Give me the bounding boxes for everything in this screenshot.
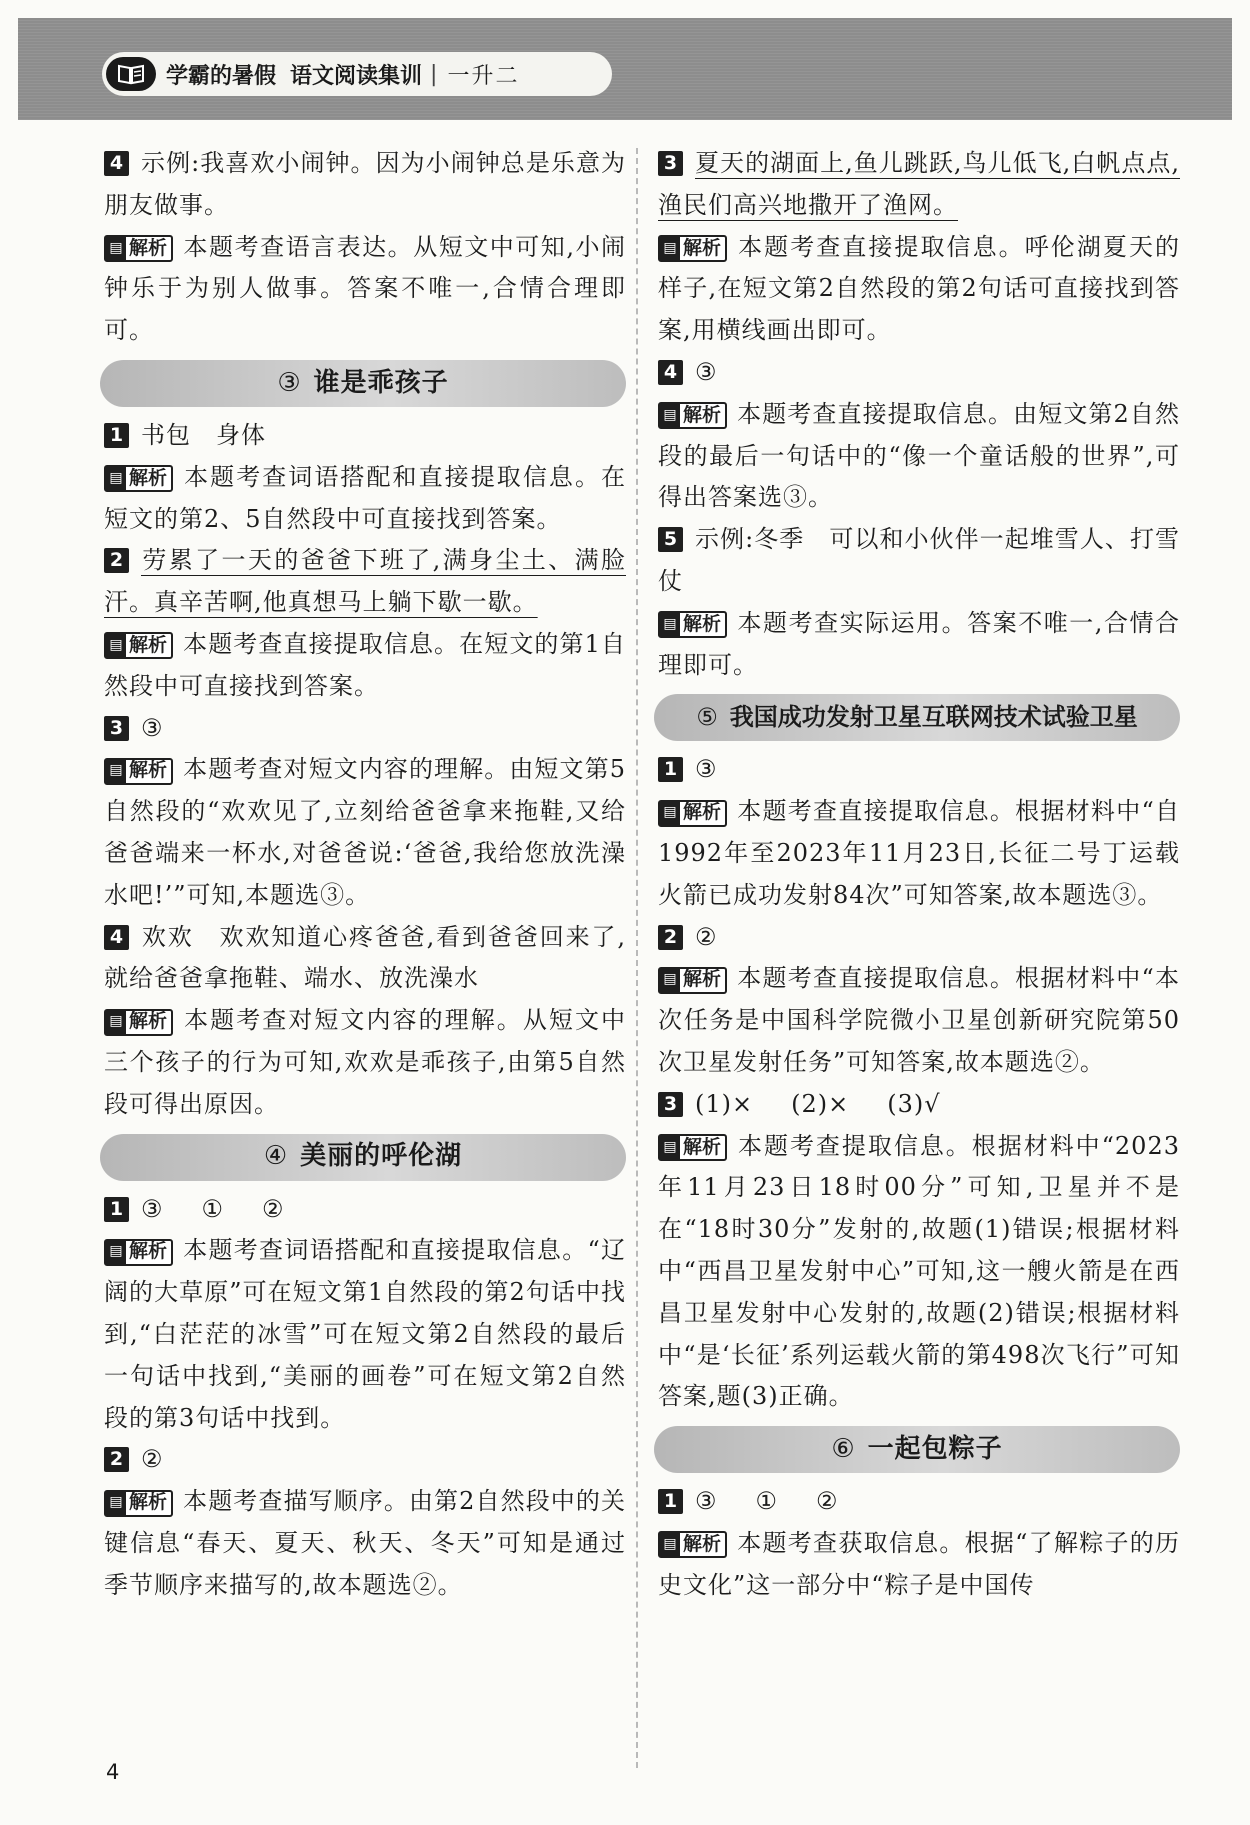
analysis-text: 本题考查对短文内容的理解。由短文第5自然段的“欢欢见了,立刻给爸爸拿来拖鞋,又给爸爸端来一杯水,对爸爸说:‘爸爸,我给您放洗澡水吧!’”可知,本题选③。 bbox=[104, 755, 626, 909]
question-number: 1 bbox=[104, 1197, 129, 1222]
analysis-tag bbox=[658, 800, 727, 827]
analysis-item bbox=[104, 1230, 626, 1439]
analysis-tag-label: 解析 bbox=[683, 801, 722, 824]
section-banner bbox=[100, 360, 626, 407]
note-icon: ▤ bbox=[106, 760, 126, 783]
analysis-tag bbox=[658, 611, 727, 638]
section-title: 谁是乖孩子 bbox=[313, 367, 449, 398]
grade-label: 一升二 bbox=[447, 63, 520, 89]
answer-text: ② bbox=[695, 922, 718, 951]
analysis-text: 本题考查描写顺序。由第2自然段中的关键信息“春天、夏天、秋天、冬天”可知是通过季节顺序来描写的,故本题选②。 bbox=[104, 1487, 626, 1599]
analysis-tag bbox=[104, 758, 173, 785]
book-icon bbox=[106, 57, 156, 91]
section-banner bbox=[100, 1134, 626, 1181]
answer-text: 欢欢 欢欢知道心疼爸爸,看到爸爸回来了,就给爸爸拿拖鞋、端水、放洗澡水 bbox=[104, 922, 626, 993]
note-icon: ▤ bbox=[660, 237, 680, 260]
analysis-tag-label: 解析 bbox=[683, 1532, 722, 1555]
analysis-item bbox=[658, 227, 1180, 352]
note-icon: ▤ bbox=[106, 237, 126, 260]
analysis-text: 本题考查直接提取信息。由短文第2自然段的最后一句话中的“像一个童话般的世界”,可得出答案选③。 bbox=[658, 399, 1180, 512]
underlined-answer: 劳累了一天的爸爸下班了,满身尘土、满脸汗。真辛苦啊,他真想马上躺下歇一歇。 bbox=[104, 546, 626, 617]
note-icon: ▤ bbox=[660, 1533, 680, 1556]
section-number: ④ bbox=[263, 1141, 289, 1172]
question-number: 4 bbox=[104, 925, 129, 950]
question-number: 3 bbox=[658, 1092, 683, 1117]
note-icon: ▤ bbox=[660, 969, 680, 992]
analysis-tag-label: 解析 bbox=[683, 612, 722, 635]
answer-text: ② bbox=[141, 1445, 164, 1474]
analysis-tag bbox=[104, 1009, 173, 1036]
question-item bbox=[658, 143, 1180, 227]
section-number: ③ bbox=[277, 367, 302, 398]
note-icon: ▤ bbox=[660, 613, 680, 636]
header-title-bar bbox=[102, 52, 612, 96]
analysis-tag-label: 解析 bbox=[129, 1010, 168, 1033]
header-separator: | bbox=[430, 61, 438, 87]
note-icon: ▤ bbox=[660, 404, 680, 427]
analysis-tag-label: 解析 bbox=[129, 466, 168, 489]
book-subtitle: 语文阅读集训 bbox=[290, 63, 423, 89]
analysis-tag bbox=[658, 1134, 727, 1161]
analysis-tag bbox=[658, 235, 727, 262]
analysis-item bbox=[658, 603, 1180, 687]
analysis-tag-label: 解析 bbox=[683, 1135, 722, 1158]
analysis-tag bbox=[658, 967, 727, 994]
analysis-text: 本题考查词语搭配和直接提取信息。“辽阔的大草原”可在短文第1自然段的第2句话中找到,“白茫茫的冰雪”可在短文第2自然段的最后一句话中找到,“美丽的画卷”可在短文第2自然段的第3句话中找到。 bbox=[104, 1236, 626, 1432]
question-item bbox=[104, 708, 626, 750]
note-icon: ▤ bbox=[660, 802, 680, 825]
question-number: 2 bbox=[658, 925, 683, 950]
analysis-tag-label: 解析 bbox=[129, 633, 168, 656]
analysis-tag-label: 解析 bbox=[683, 236, 722, 259]
analysis-tag bbox=[104, 1490, 173, 1517]
analysis-item bbox=[104, 457, 626, 541]
question-number: 1 bbox=[104, 423, 129, 448]
analysis-text: 本题考查词语搭配和直接提取信息。在短文的第2、5自然段中可直接找到答案。 bbox=[104, 462, 626, 533]
analysis-item bbox=[658, 791, 1180, 916]
answer-text: 示例:我喜欢小闹钟。因为小闹钟总是乐意为朋友做事。 bbox=[104, 149, 626, 219]
analysis-item bbox=[658, 394, 1180, 519]
question-item bbox=[104, 415, 626, 457]
analysis-text: 本题考查直接提取信息。呼伦湖夏天的样子,在短文第2自然段的第2句话可直接找到答案,用横线画出即可。 bbox=[658, 232, 1180, 345]
book-title: 学霸的暑假 bbox=[166, 63, 277, 89]
analysis-text: 本题考查直接提取信息。根据材料中“自1992年至2023年11月23日,长征二号丁运载火箭已成功发射84次”可知答案,故本题选③。 bbox=[658, 797, 1180, 909]
section-banner bbox=[654, 694, 1180, 741]
analysis-item bbox=[104, 624, 626, 708]
answer-text: ③ bbox=[695, 357, 718, 386]
note-icon: ▤ bbox=[106, 1492, 126, 1515]
analysis-text: 本题考查直接提取信息。在短文的第1自然段中可直接找到答案。 bbox=[104, 629, 626, 700]
question-item bbox=[104, 917, 626, 1001]
answer-text: 示例:冬季 可以和小伙伴一起堆雪人、打雪仗 bbox=[658, 525, 1180, 595]
answer-mark: ① bbox=[755, 1487, 779, 1516]
analysis-text: 本题考查实际运用。答案不唯一,合情合理即可。 bbox=[658, 608, 1180, 679]
analysis-tag bbox=[104, 235, 173, 262]
answer-text: 书包 身体 bbox=[141, 420, 266, 449]
question-item bbox=[658, 1481, 1180, 1523]
page-number: 4 bbox=[106, 1760, 120, 1784]
question-item bbox=[658, 352, 1180, 394]
right-column bbox=[658, 143, 1180, 1607]
question-number: 2 bbox=[104, 1447, 129, 1472]
answer-mark: (2)× bbox=[791, 1089, 850, 1118]
answer-mark: ① bbox=[201, 1194, 225, 1223]
question-number: 4 bbox=[658, 360, 683, 385]
analysis-tag bbox=[104, 632, 173, 659]
analysis-tag bbox=[658, 1531, 727, 1558]
analysis-tag bbox=[658, 402, 727, 429]
analysis-item bbox=[104, 749, 626, 916]
analysis-text: 本题考查获取信息。根据“了解粽子的历史文化”这一部分中“粽子是中国传 bbox=[658, 1528, 1180, 1599]
analysis-tag-label: 解析 bbox=[129, 759, 168, 782]
section-title: 美丽的呼伦湖 bbox=[300, 1141, 463, 1172]
analysis-item bbox=[104, 1481, 626, 1606]
answer-mark: ② bbox=[262, 1194, 285, 1223]
section-title: 一起包粽子 bbox=[867, 1433, 1003, 1464]
answer-mark: (3)√ bbox=[887, 1089, 941, 1118]
section-title: 我国成功发射卫星互联网技术试验卫星 bbox=[729, 702, 1138, 731]
analysis-item bbox=[104, 1000, 626, 1125]
answer-mark: ② bbox=[816, 1487, 839, 1516]
note-icon: ▤ bbox=[106, 467, 126, 490]
question-item bbox=[658, 519, 1180, 603]
column-divider bbox=[636, 148, 638, 1768]
analysis-text: 本题考查语言表达。从短文中可知,小闹钟乐于为别人做事。答案不唯一,合情合理即可。 bbox=[104, 232, 626, 345]
section-banner bbox=[654, 1426, 1180, 1473]
question-number: 3 bbox=[658, 151, 683, 176]
analysis-tag-label: 解析 bbox=[683, 403, 722, 426]
answer-mark: ③ bbox=[141, 1194, 164, 1223]
answer-text: ③ bbox=[695, 755, 718, 784]
note-icon: ▤ bbox=[106, 1241, 126, 1264]
answer-mark: (1)× bbox=[695, 1089, 754, 1118]
analysis-item bbox=[658, 958, 1180, 1083]
note-icon: ▤ bbox=[660, 1136, 680, 1159]
analysis-text: 本题考查直接提取信息。根据材料中“本次任务是中国科学院微小卫星创新研究院第50次卫星发射任务”可知答案,故本题选②。 bbox=[658, 964, 1180, 1076]
analysis-tag bbox=[104, 465, 173, 492]
question-item bbox=[104, 540, 626, 624]
question-number: 1 bbox=[658, 757, 683, 782]
note-icon: ▤ bbox=[106, 634, 126, 657]
analysis-tag-label: 解析 bbox=[129, 1240, 168, 1263]
left-column bbox=[104, 143, 626, 1607]
answer-mark: ③ bbox=[695, 1487, 718, 1516]
note-icon: ▤ bbox=[106, 1011, 126, 1034]
analysis-tag bbox=[104, 1239, 173, 1266]
analysis-tag-label: 解析 bbox=[129, 1491, 168, 1514]
question-number: 3 bbox=[104, 716, 129, 741]
analysis-item bbox=[658, 1126, 1180, 1419]
question-item bbox=[104, 143, 626, 227]
question-number: 2 bbox=[104, 548, 129, 573]
question-number: 1 bbox=[658, 1489, 683, 1514]
section-number: ⑥ bbox=[831, 1433, 856, 1464]
analysis-tag-label: 解析 bbox=[683, 968, 722, 991]
question-item bbox=[104, 1439, 626, 1481]
answer-text: ③ bbox=[141, 713, 164, 742]
analysis-item bbox=[104, 227, 626, 352]
analysis-text: 本题考查对短文内容的理解。从短文中三个孩子的行为可知,欢欢是乖孩子,由第5自然段可得出原因。 bbox=[104, 1006, 626, 1118]
analysis-text: 本题考查提取信息。根据材料中“2023年11月23日18时00分”可知,卫星并不是在“18时30分”发射的,故题(1)错误;根据材料中“西昌卫星发射中心”可知,这一艘火箭是在西昌卫星发射中心发射的,故题(2)错误;根据材料中“是‘长征’系列运载火箭的第498次飞行”可知答案,题(3)正确。 bbox=[658, 1131, 1180, 1411]
question-item bbox=[658, 1084, 1180, 1126]
question-number: 5 bbox=[658, 527, 683, 552]
analysis-tag-label: 解析 bbox=[129, 236, 168, 259]
underlined-answer: 夏天的湖面上,鱼儿跳跃,鸟儿低飞,白帆点点,渔民们高兴地撒开了渔网。 bbox=[658, 149, 1180, 219]
question-item bbox=[658, 917, 1180, 959]
question-number: 4 bbox=[104, 151, 129, 176]
question-item bbox=[658, 749, 1180, 791]
question-item bbox=[104, 1189, 626, 1231]
section-number: ⑤ bbox=[696, 702, 718, 731]
analysis-item bbox=[658, 1523, 1180, 1607]
